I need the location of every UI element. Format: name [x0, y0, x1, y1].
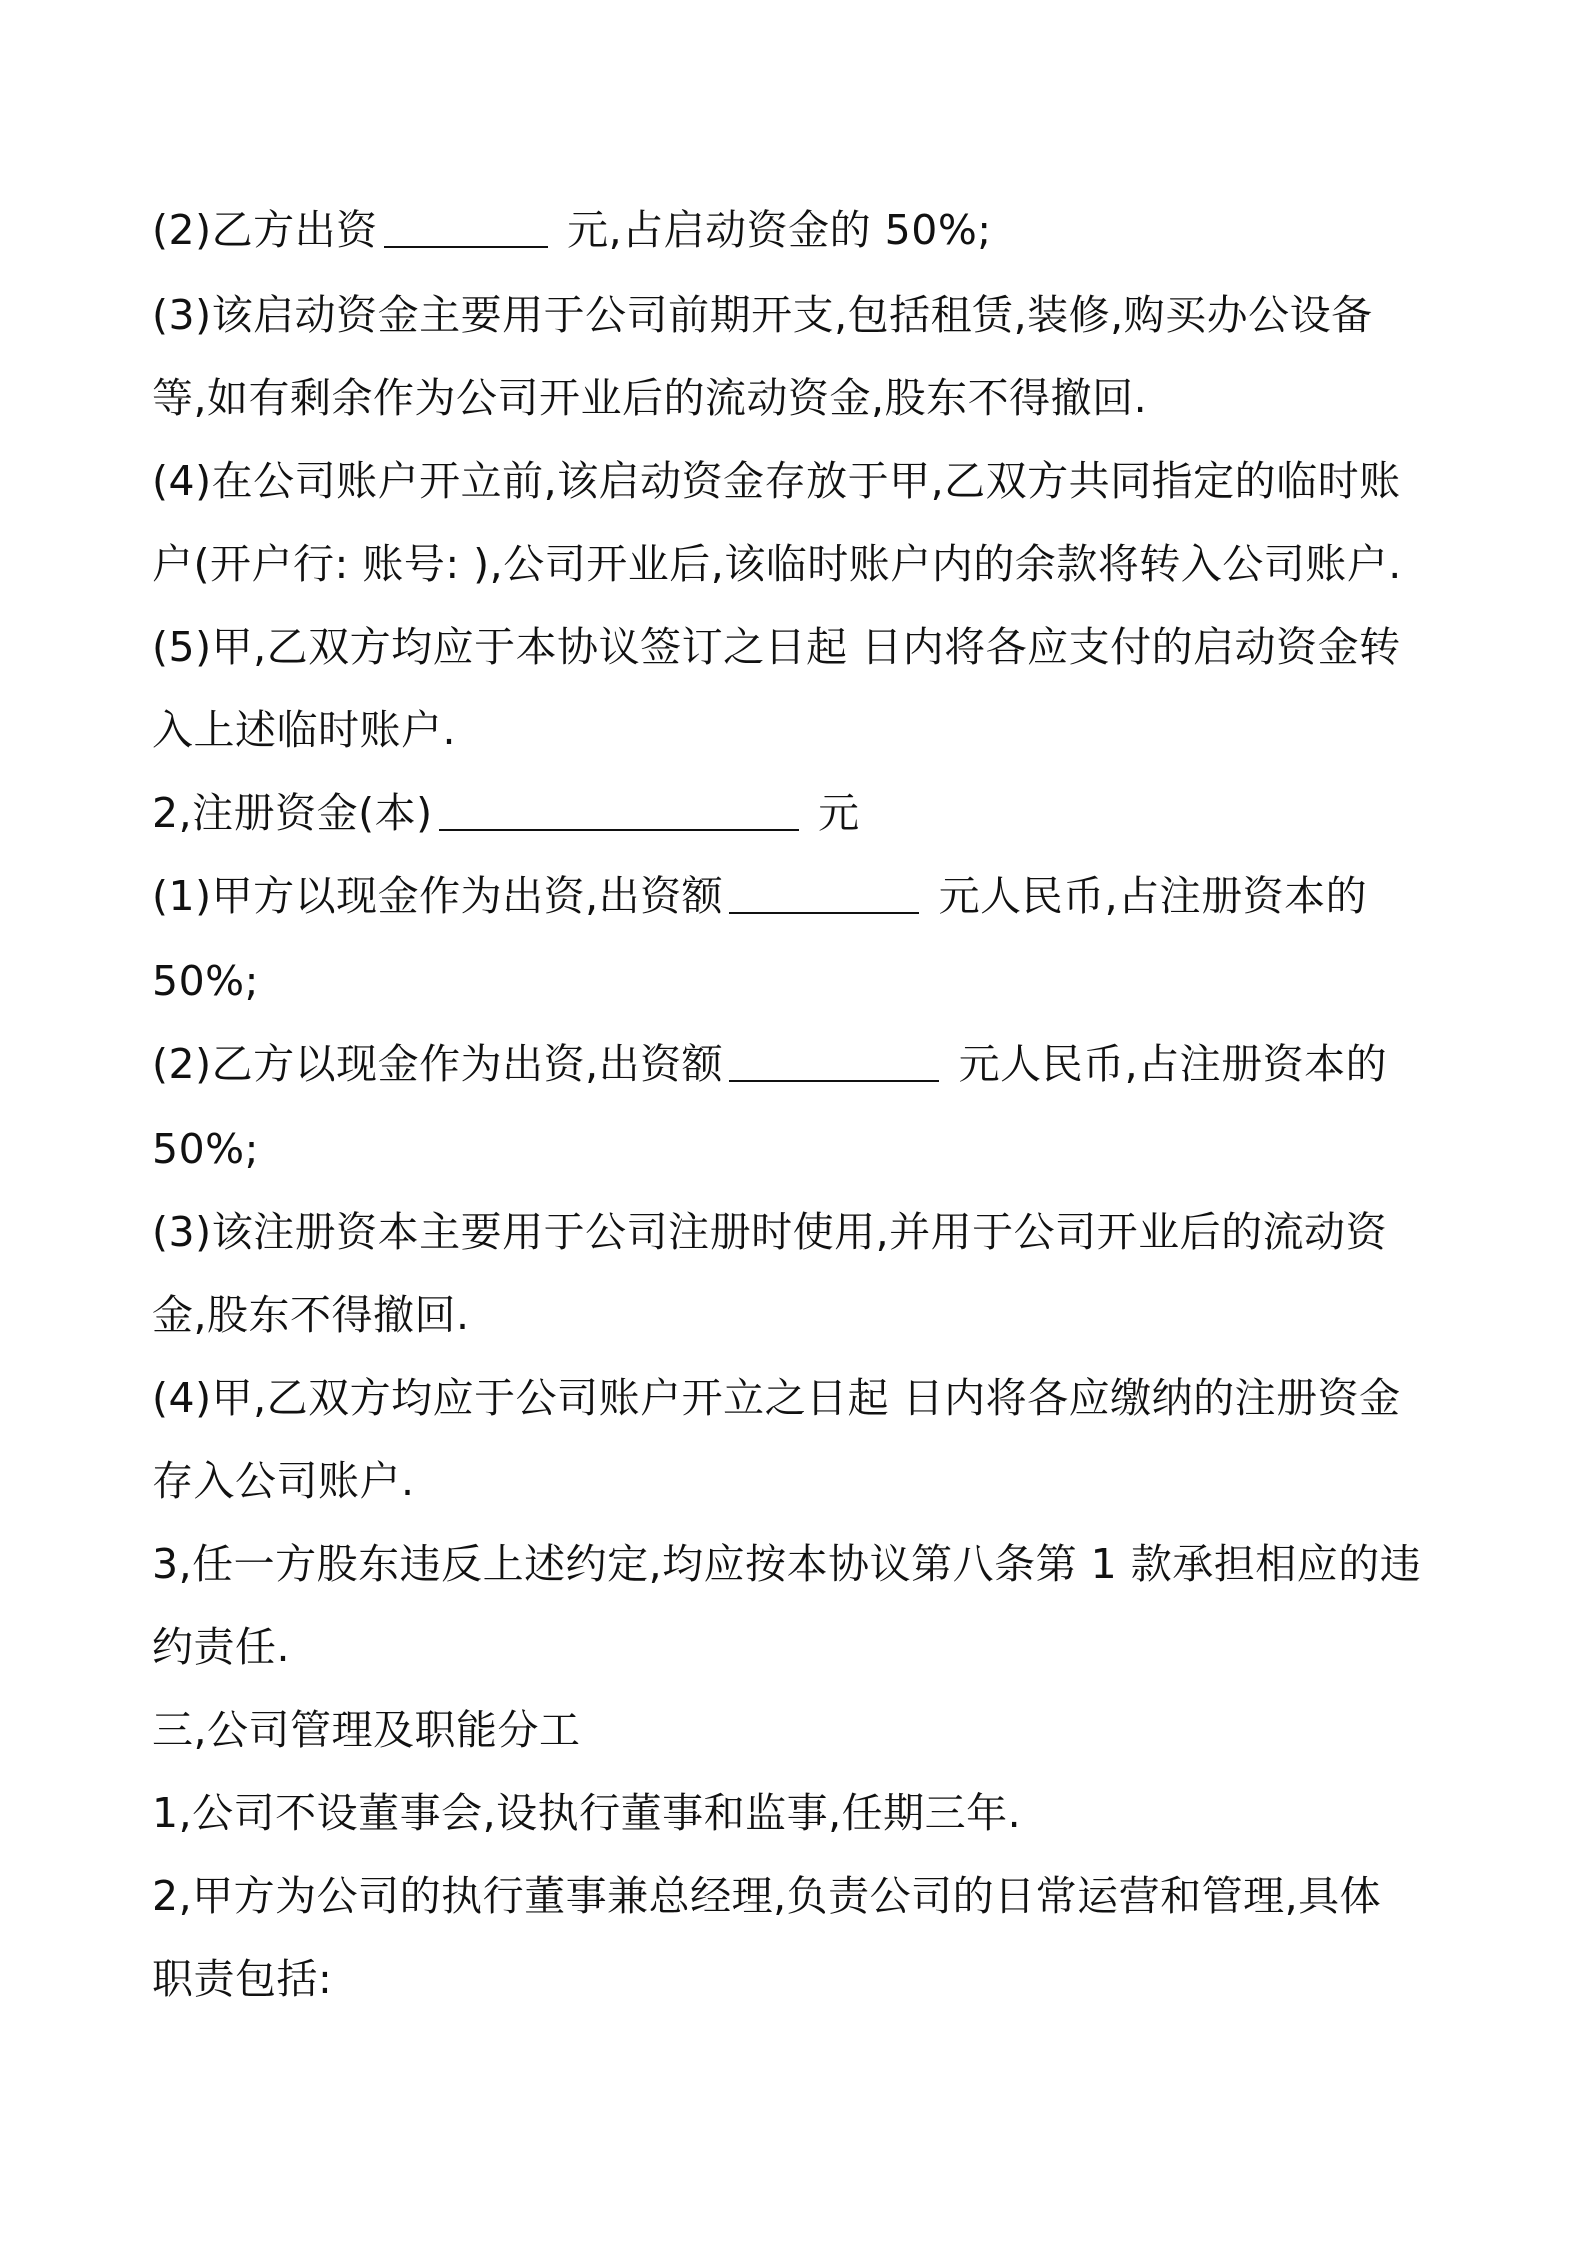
text-line: [152, 1949, 332, 2009]
text-line: [152, 951, 259, 1011]
text-segment: (5)甲,乙双方均应于本协议签订之日起 日内将各应支付的启动资金转: [152, 623, 1401, 671]
text-segment: (2)乙方以现金作为出资,出资额: [152, 1040, 724, 1088]
text-segment: 入上述临时账户.: [152, 706, 457, 754]
text-segment: (4)甲,乙双方均应于公司账户开立之日起 日内将各应缴纳的注册资金: [152, 1374, 1401, 1422]
text-segment: 3,任一方股东违反上述约定,均应按本协议第八条第 1 款承担相应的违: [152, 1540, 1422, 1588]
text-segment: (2)乙方出资: [152, 206, 378, 254]
fill-in-blank: [729, 1034, 939, 1082]
text-segment: 50%;: [152, 1125, 259, 1173]
text-line: [152, 1119, 259, 1179]
text-line: [152, 1451, 415, 1511]
text-segment: 元人民币,占注册资本的: [945, 1040, 1388, 1088]
fill-in-blank: [729, 866, 919, 914]
text-segment: 元,占启动资金的 50%;: [553, 206, 992, 254]
text-segment: (3)该启动资金主要用于公司前期开支,包括租赁,装修,购买办公设备: [152, 291, 1373, 339]
text-line: [152, 534, 1402, 594]
text-line: [152, 200, 992, 260]
text-line: [152, 1202, 1387, 1262]
text-line: [152, 1617, 290, 1677]
text-line: [152, 783, 860, 843]
text-segment: 户(开户行: 账号: ),公司开业后,该临时账户内的余款将转入公司账户.: [152, 540, 1402, 588]
text-line: [152, 1866, 1381, 1926]
text-segment: 等,如有剩余作为公司开业后的流动资金,股东不得撤回.: [152, 374, 1148, 422]
text-line: [152, 700, 456, 760]
text-segment: 职责包括:: [152, 1955, 333, 2003]
text-segment: 1,公司不设董事会,设执行董事和监事,任期三年.: [152, 1789, 1022, 1837]
text-line: [152, 368, 1147, 428]
text-segment: 元人民币,占注册资本的: [925, 872, 1368, 920]
text-line: [152, 866, 1367, 926]
text-segment: 2,甲方为公司的执行董事兼总经理,负责公司的日常运营和管理,具体: [152, 1872, 1382, 1920]
text-segment: (1)甲方以现金作为出资,出资额: [152, 872, 724, 920]
text-segment: 金,股东不得撤回.: [152, 1291, 470, 1339]
text-line: [152, 285, 1373, 345]
text-line: [152, 451, 1401, 511]
fill-in-blank: [384, 200, 548, 248]
text-segment: 2,注册资金(本): [152, 789, 433, 837]
text-segment: 约责任.: [152, 1623, 291, 1671]
text-segment: 三,公司管理及职能分工: [152, 1706, 581, 1754]
fill-in-blank: [439, 783, 799, 831]
text-line: [152, 1534, 1421, 1594]
text-segment: 存入公司账户.: [152, 1457, 415, 1505]
text-segment: (4)在公司账户开立前,该启动资金存放于甲,乙双方共同指定的临时账: [152, 457, 1401, 505]
text-line: [152, 1368, 1401, 1428]
text-segment: (3)该注册资本主要用于公司注册时使用,并用于公司开业后的流动资: [152, 1208, 1388, 1256]
text-segment: 元: [804, 789, 860, 837]
text-line: [152, 1285, 470, 1345]
section-heading: [152, 1700, 581, 1760]
text-segment: 50%;: [152, 957, 259, 1005]
text-line: [152, 1783, 1021, 1843]
text-line: [152, 617, 1401, 677]
text-line: [152, 1034, 1387, 1094]
